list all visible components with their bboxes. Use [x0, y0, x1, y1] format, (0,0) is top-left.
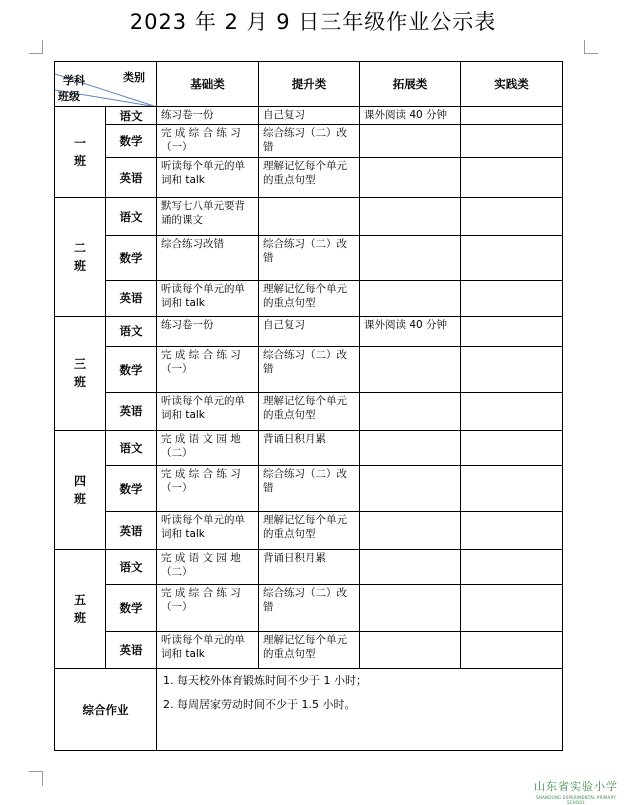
- assignment-cell-expand: 课外阅读 40 分钟: [360, 316, 461, 346]
- assignment-cell-improve: 自己复习: [259, 316, 360, 346]
- assignment-cell-expand: [360, 631, 461, 668]
- assignment-cell-improve: 背诵日积月累: [259, 549, 360, 584]
- class-name: 五 班: [73, 592, 86, 625]
- homework-table: [54, 61, 563, 751]
- subject-cell: 语文: [106, 316, 157, 346]
- assignment-cell-improve: 理解记忆每个单元的重点句型: [259, 631, 360, 668]
- column-header-basic: 基础类: [157, 62, 259, 107]
- table-row: [55, 585, 563, 631]
- assignment-cell-basic: 完 成 综 合 练 习（一）: [157, 585, 259, 631]
- crop-mark: [42, 772, 43, 786]
- assignment-cell-basic: 练习卷一份: [157, 107, 259, 124]
- header-row: [55, 62, 563, 107]
- column-header-expand: 拓展类: [360, 62, 461, 107]
- assignment-cell-improve: 自己复习: [259, 107, 360, 124]
- table-row: [55, 157, 563, 197]
- subject-cell: 语文: [106, 107, 157, 124]
- overall-row: [55, 669, 563, 751]
- logo-name-en: SHANDONG EXPERIMENTAL PRIMARY SCHOOL: [536, 795, 616, 805]
- school-logo: [528, 778, 624, 805]
- assignment-cell-improve: 背诵日积月累: [259, 430, 360, 465]
- assignment-cell-improve: 综合练习（二）改错: [259, 466, 360, 512]
- table-row: [55, 466, 563, 512]
- table-row: [55, 393, 563, 430]
- assignment-cell-basic: 完 成 语 文 园 地（二）: [157, 430, 259, 465]
- assignment-cell-practice: [461, 157, 563, 197]
- assignment-cell-improve: 综合练习（二）改错: [259, 585, 360, 631]
- table-row: [55, 631, 563, 668]
- class-name: 四 班: [73, 473, 86, 506]
- corner-subject-label: 学科: [63, 74, 85, 87]
- header-corner-cell: [55, 62, 157, 107]
- assignment-cell-improve: 理解记忆每个单元的重点句型: [259, 512, 360, 549]
- assignment-cell-practice: [461, 466, 563, 512]
- column-header-practice: 实践类: [461, 62, 563, 107]
- assignment-cell-basic: 听读每个单元的单词和 talk: [157, 281, 259, 316]
- assignment-cell-practice: [461, 107, 563, 124]
- assignment-cell-expand: [360, 512, 461, 549]
- class-name-cell: [55, 549, 106, 668]
- crop-mark: [42, 40, 43, 54]
- assignment-cell-improve: [259, 198, 360, 235]
- assignment-cell-expand: [360, 549, 461, 584]
- assignment-cell-basic: 完 成 综 合 练 习（一）: [157, 466, 259, 512]
- column-header-improve: 提升类: [259, 62, 360, 107]
- subject-cell: 语文: [106, 430, 157, 465]
- table-row: [55, 198, 563, 235]
- overall-items-cell: [157, 669, 563, 751]
- assignment-cell-practice: [461, 549, 563, 584]
- assignment-cell-expand: [360, 393, 461, 430]
- assignment-cell-improve: 理解记忆每个单元的重点句型: [259, 393, 360, 430]
- assignment-cell-improve: 综合练习（二）改错: [259, 124, 360, 157]
- assignment-cell-expand: [360, 124, 461, 157]
- class-name-cell: [55, 198, 106, 316]
- assignment-cell-improve: 理解记忆每个单元的重点句型: [259, 281, 360, 316]
- assignment-cell-basic: 听读每个单元的单词和 talk: [157, 512, 259, 549]
- assignment-cell-improve: 理解记忆每个单元的重点句型: [259, 157, 360, 197]
- table-row: [55, 316, 563, 346]
- assignment-cell-expand: [360, 346, 461, 392]
- class-name-cell: [55, 316, 106, 430]
- assignment-cell-practice: [461, 198, 563, 235]
- table-row: [55, 549, 563, 584]
- overall-label: 综合作业: [55, 669, 157, 751]
- class-name-cell: [55, 430, 106, 549]
- assignment-cell-expand: [360, 281, 461, 316]
- table-row: [55, 430, 563, 465]
- class-name: 一 班: [73, 136, 86, 169]
- assignment-cell-practice: [461, 346, 563, 392]
- class-name: 三 班: [73, 357, 86, 390]
- corner-category-label: 类别: [123, 71, 145, 84]
- subject-cell: 数学: [106, 235, 157, 280]
- subject-cell: 数学: [106, 346, 157, 392]
- assignment-cell-expand: 课外阅读 40 分钟: [360, 107, 461, 124]
- table-row: [55, 346, 563, 392]
- subject-cell: 英语: [106, 393, 157, 430]
- assignment-cell-practice: [461, 631, 563, 668]
- table-row: [55, 512, 563, 549]
- subject-cell: 数学: [106, 466, 157, 512]
- assignment-cell-expand: [360, 466, 461, 512]
- assignment-cell-expand: [360, 430, 461, 465]
- class-name: 二 班: [73, 240, 86, 273]
- assignment-cell-basic: 听读每个单元的单词和 talk: [157, 631, 259, 668]
- crop-mark: [29, 771, 43, 772]
- assignment-cell-basic: 完 成 综 合 练 习（一）: [157, 346, 259, 392]
- subject-cell: 数学: [106, 585, 157, 631]
- assignment-cell-practice: [461, 316, 563, 346]
- assignment-cell-practice: [461, 393, 563, 430]
- subject-cell: 英语: [106, 281, 157, 316]
- assignment-cell-expand: [360, 198, 461, 235]
- assignment-cell-basic: 听读每个单元的单词和 talk: [157, 157, 259, 197]
- assignment-cell-basic: 完 成 综 合 练 习（一）: [157, 124, 259, 157]
- assignment-cell-practice: [461, 585, 563, 631]
- assignment-cell-expand: [360, 157, 461, 197]
- subject-cell: 英语: [106, 631, 157, 668]
- assignment-cell-improve: 综合练习（二）改错: [259, 235, 360, 280]
- subject-cell: 语文: [106, 198, 157, 235]
- overall-item: 1. 每天校外体育锻炼时间不少于 1 小时；: [163, 674, 367, 688]
- crop-mark: [584, 53, 598, 54]
- assignment-cell-basic: 完 成 语 文 园 地（二）: [157, 549, 259, 584]
- page-title: 2023 年 2 月 9 日三年级作业公示表: [129, 10, 497, 34]
- assignment-cell-expand: [360, 235, 461, 280]
- class-name-cell: [55, 107, 106, 198]
- assignment-cell-practice: [461, 430, 563, 465]
- overall-item: 2. 每周居家劳动时间不少于 1.5 小时。: [163, 698, 356, 712]
- assignment-cell-basic: 默写七八单元要背诵的课文: [157, 198, 259, 235]
- corner-class-label: 班级: [58, 90, 80, 103]
- assignment-cell-practice: [461, 235, 563, 280]
- assignment-cell-practice: [461, 512, 563, 549]
- assignment-cell-practice: [461, 281, 563, 316]
- subject-cell: 英语: [106, 157, 157, 197]
- table-row: [55, 235, 563, 280]
- logo-name-cn: 山东省实验小学: [534, 780, 618, 793]
- table-row: [55, 124, 563, 157]
- crop-mark: [29, 53, 43, 54]
- table-row: [55, 107, 563, 124]
- assignment-cell-improve: 综合练习（二）改错: [259, 346, 360, 392]
- subject-cell: 英语: [106, 512, 157, 549]
- assignment-cell-basic: 听读每个单元的单词和 talk: [157, 393, 259, 430]
- assignment-cell-expand: [360, 585, 461, 631]
- assignment-cell-practice: [461, 124, 563, 157]
- table-row: [55, 281, 563, 316]
- subject-cell: 数学: [106, 124, 157, 157]
- assignment-cell-basic: 练习卷一份: [157, 316, 259, 346]
- crop-mark: [584, 40, 585, 54]
- subject-cell: 语文: [106, 549, 157, 584]
- assignment-cell-basic: 综合练习改错: [157, 235, 259, 280]
